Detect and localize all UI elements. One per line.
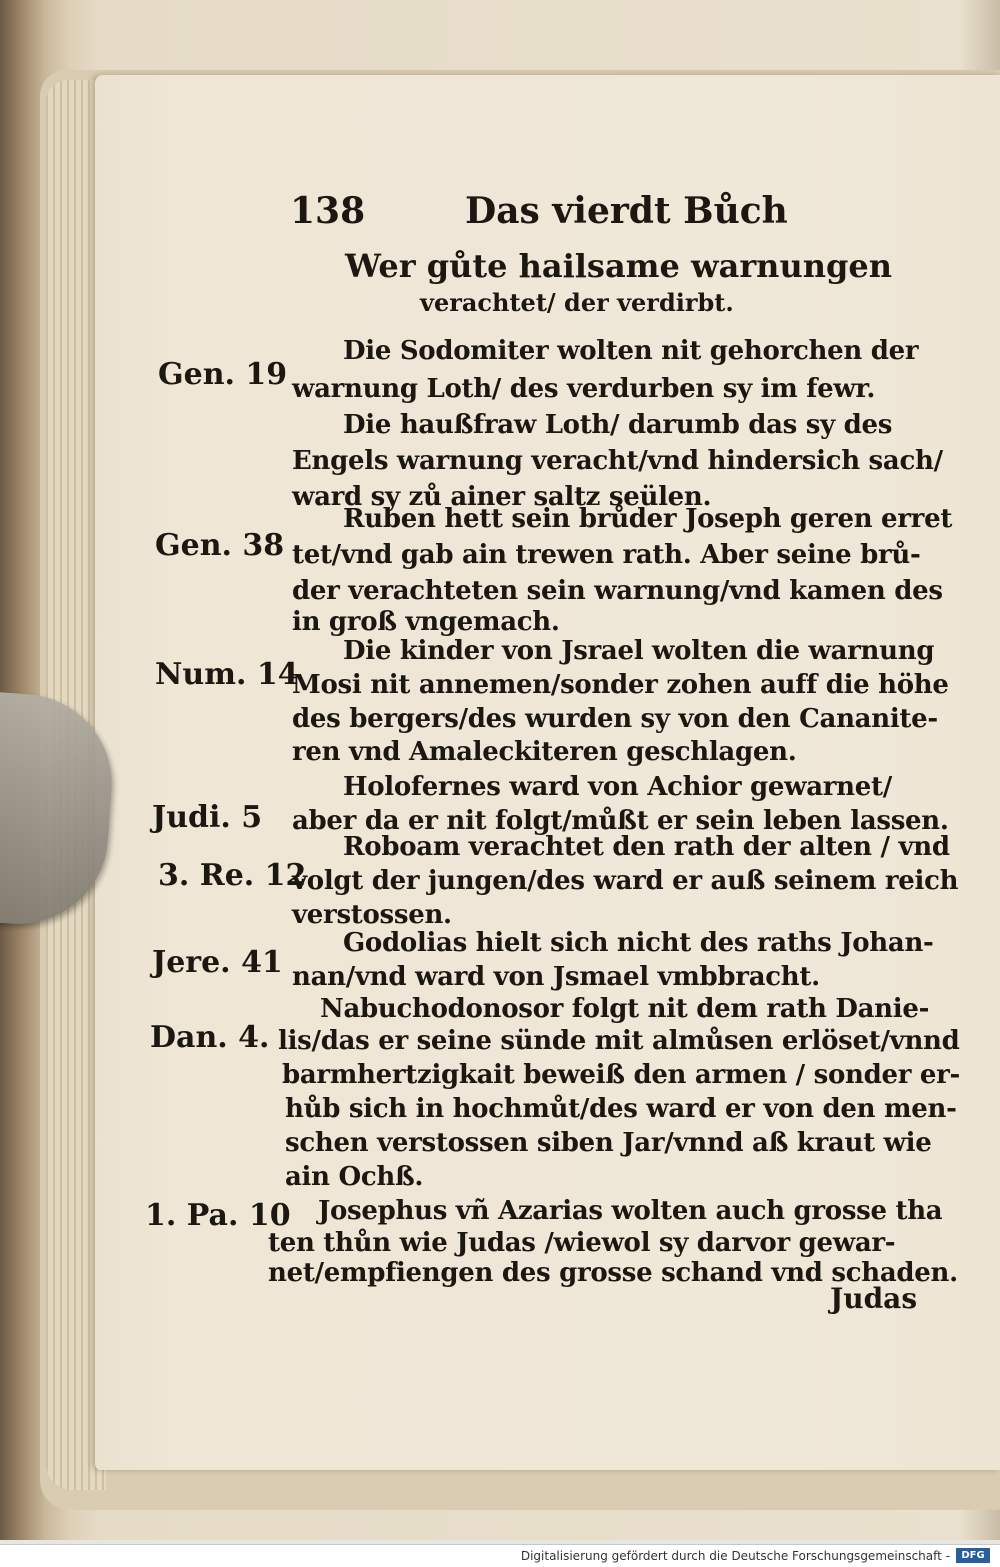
margin-ref-3-re-12: 3. Re. 12	[158, 858, 307, 893]
text-line: in groß vngemach.	[292, 607, 560, 637]
text-line: Die kinder von Jsrael wolten die warnung	[343, 636, 935, 666]
text-line: net/empfiengen des grosse schand vnd schaden.	[268, 1258, 958, 1288]
running-title: Das vierdt Bůch	[465, 190, 788, 232]
margin-ref-gen-19: Gen. 19	[158, 357, 288, 392]
text-line: lis/das er seine sünde mit almůsen erlöset/vnnd	[278, 1026, 960, 1056]
margin-ref-gen-38: Gen. 38	[155, 528, 285, 563]
section-heading: Wer gůte hailsame warnungen	[345, 247, 892, 285]
margin-ref-judi-5: Judi. 5	[152, 800, 263, 835]
text-line: ren vnd Amaleckiteren geschlagen.	[292, 737, 797, 767]
margin-ref-dan-4: Dan. 4.	[150, 1020, 270, 1055]
section-subheading: verachtet/ der verdirbt.	[420, 288, 734, 317]
margin-ref-1-pa-10: 1. Pa. 10	[145, 1198, 291, 1233]
page-number: 138	[290, 190, 366, 232]
text-line: volgt der jungen/des ward er auß seinem reich	[292, 866, 959, 896]
text-line: Engels warnung veracht/vnd hindersich sach/	[292, 446, 943, 476]
footer-bar	[0, 1544, 1000, 1567]
margin-ref-num-14: Num. 14	[155, 657, 299, 692]
dfg-logo-icon: DFG	[956, 1548, 990, 1563]
text-line: der verachteten sein warnung/vnd kamen des	[292, 576, 943, 606]
footer-credit: Digitalisierung gefördert durch die Deutsche Forschungsgemeinschaft -	[520, 1549, 950, 1563]
text-line: barmhertzigkait beweiß den armen / sonder er-	[282, 1060, 961, 1090]
text-line: schen verstossen siben Jar/vnnd aß kraut wie	[285, 1128, 932, 1158]
text-line: des bergers/des wurden sy von den Cananite-	[292, 704, 938, 734]
text-line: ain Ochß.	[285, 1162, 424, 1192]
text-line: Roboam verachtet den rath der alten / vnd	[343, 832, 950, 862]
text-line: aber da er nit folgt/můßt er sein leben lassen.	[292, 806, 949, 836]
text-line: Holofernes ward von Achior gewarnet/	[343, 772, 892, 802]
text-line: warnung Loth/ des verdurben sy im fewr.	[292, 374, 876, 404]
text-line: Nabuchodonosor folgt nit dem rath Danie-	[320, 994, 930, 1024]
text-line: Josephus vñ Azarias wolten auch grosse tha	[318, 1196, 943, 1226]
text-line: Die Sodomiter wolten nit gehorchen der	[343, 336, 919, 366]
text-line: Ruben hett sein brůder Joseph geren erret	[343, 504, 953, 534]
text-line: Mosi nit annemen/sonder zohen auff die höhe	[292, 670, 949, 700]
text-line: tet/vnd gab ain trewen rath. Aber seine brů-	[292, 540, 921, 570]
text-line: Godolias hielt sich nicht des raths Johan-	[343, 928, 934, 958]
text-line: verstossen.	[292, 900, 452, 930]
text-line: ward sy zů ainer saltz seülen.	[292, 482, 712, 512]
text-line: nan/vnd ward von Jsmael vmbbracht.	[292, 962, 820, 992]
text-line: ten thůn wie Judas /wiewol sy darvor gewar-	[268, 1228, 896, 1258]
catchword: Judas	[830, 1282, 918, 1315]
text-line: Die haußfraw Loth/ darumb das sy des	[343, 410, 893, 440]
text-line: hůb sich in hochmůt/des ward er von den men-	[285, 1094, 957, 1124]
margin-ref-jere-41: Jere. 41	[152, 945, 283, 980]
